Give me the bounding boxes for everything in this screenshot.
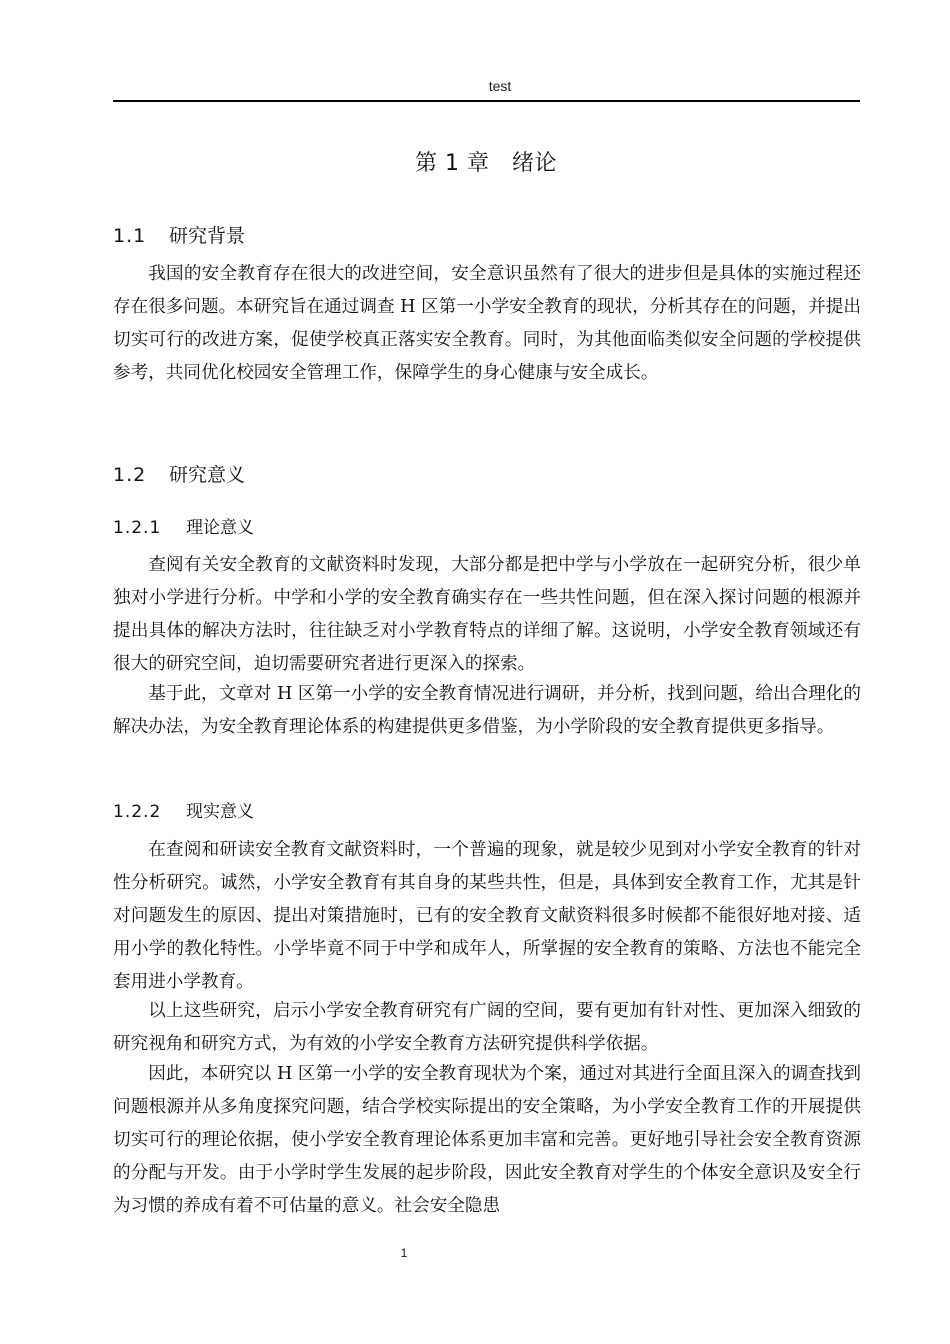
chapter-title: 第 1 章 绪论 [415,151,557,176]
paragraph: 基于此，文章对 H 区第一小学的安全教育情况进行调研，并分析，找到问题，给出合理化的解决办法，为安全教育理论体系的构建提供更多借鉴，为小学阶段的安全教育提供更多指导。 [113,684,861,737]
paragraph: 在查阅和研读安全教育文献资料时，一个普遍的现象，就是较少见到对小学安全教育的针对性分析研究。诚然，小学安全教育有其自身的某些共性，但是，具体到安全教育工作，尤其是针对问题发生的原因、提出对策措施时，已有的安全教育文献资料很多时候都不能很好地对接、适用小学的教化特性。小学毕竟不同于中学和成年人，所掌握的安全教育的策略、方法也不能完全套用进小学教育。 [113,840,861,992]
section-title: 研究背景 [169,225,246,247]
section-heading-1-1 [113,221,245,248]
subsection-number: 1.2.2 [113,802,162,822]
paragraph: 因此，本研究以 H 区第一小学的安全教育现状为个案，通过对其进行全面且深入的调查找到问题根源并从多角度探究问题，结合学校实际提出的安全策略，为小学安全教育工作的开展提供切实可行的理论依据，使小学安全教育理论体系更加丰富和完善。更好地引导社会安全教育资源的分配与开发。由于小学时学生发展的起步阶段，因此安全教育对学生的个体安全意识及安全行为习惯的养成有着不可估量的意义。社会安全隐患 [113,1064,861,1216]
section-number: 1.2 [113,464,147,486]
page-number: 1 [400,1246,408,1260]
paragraph: 以上这些研究，启示小学安全教育研究有广阔的空间，要有更加有针对性、更加深入细致的研究视角和研究方式，为有效的小学安全教育方法研究提供科学依据。 [113,1001,861,1054]
header-rule [113,100,860,102]
subsection-number: 1.2.1 [113,518,162,538]
page-header-text: test [488,78,512,94]
paragraph: 我国的安全教育存在很大的改进空间，安全意识虽然有了很大的进步但是具体的实施过程还存在很多问题。本研究旨在通过调查 H 区第一小学安全教育的现状，分析其存在的问题，并提出切实可行的改进方案，促使学校真正落实安全教育。同时，为其他面临类似安全问题的学校提供参考，共同优化校园安全管理工作，保障学生的身心健康与安全成长。 [113,264,861,383]
subsection-title: 理论意义 [186,518,254,538]
section-heading-1-2 [113,460,245,487]
subsection-heading-1-2-2 [113,797,254,822]
subsection-title: 现实意义 [186,802,254,822]
paragraph: 查阅有关安全教育的文献资料时发现，大部分都是把中学与小学放在一起研究分析，很少单独对小学进行分析。中学和小学的安全教育确实存在一些共性问题，但在深入探讨问题的根源并提出具体的解决方法时，往往缺乏对小学教育特点的详细了解。这说明，小学安全教育领域还有很大的研究空间，迫切需要研究者进行更深入的探索。 [113,555,861,674]
subsection-heading-1-2-1 [113,513,254,538]
section-title: 研究意义 [169,464,246,486]
section-number: 1.1 [113,225,147,247]
